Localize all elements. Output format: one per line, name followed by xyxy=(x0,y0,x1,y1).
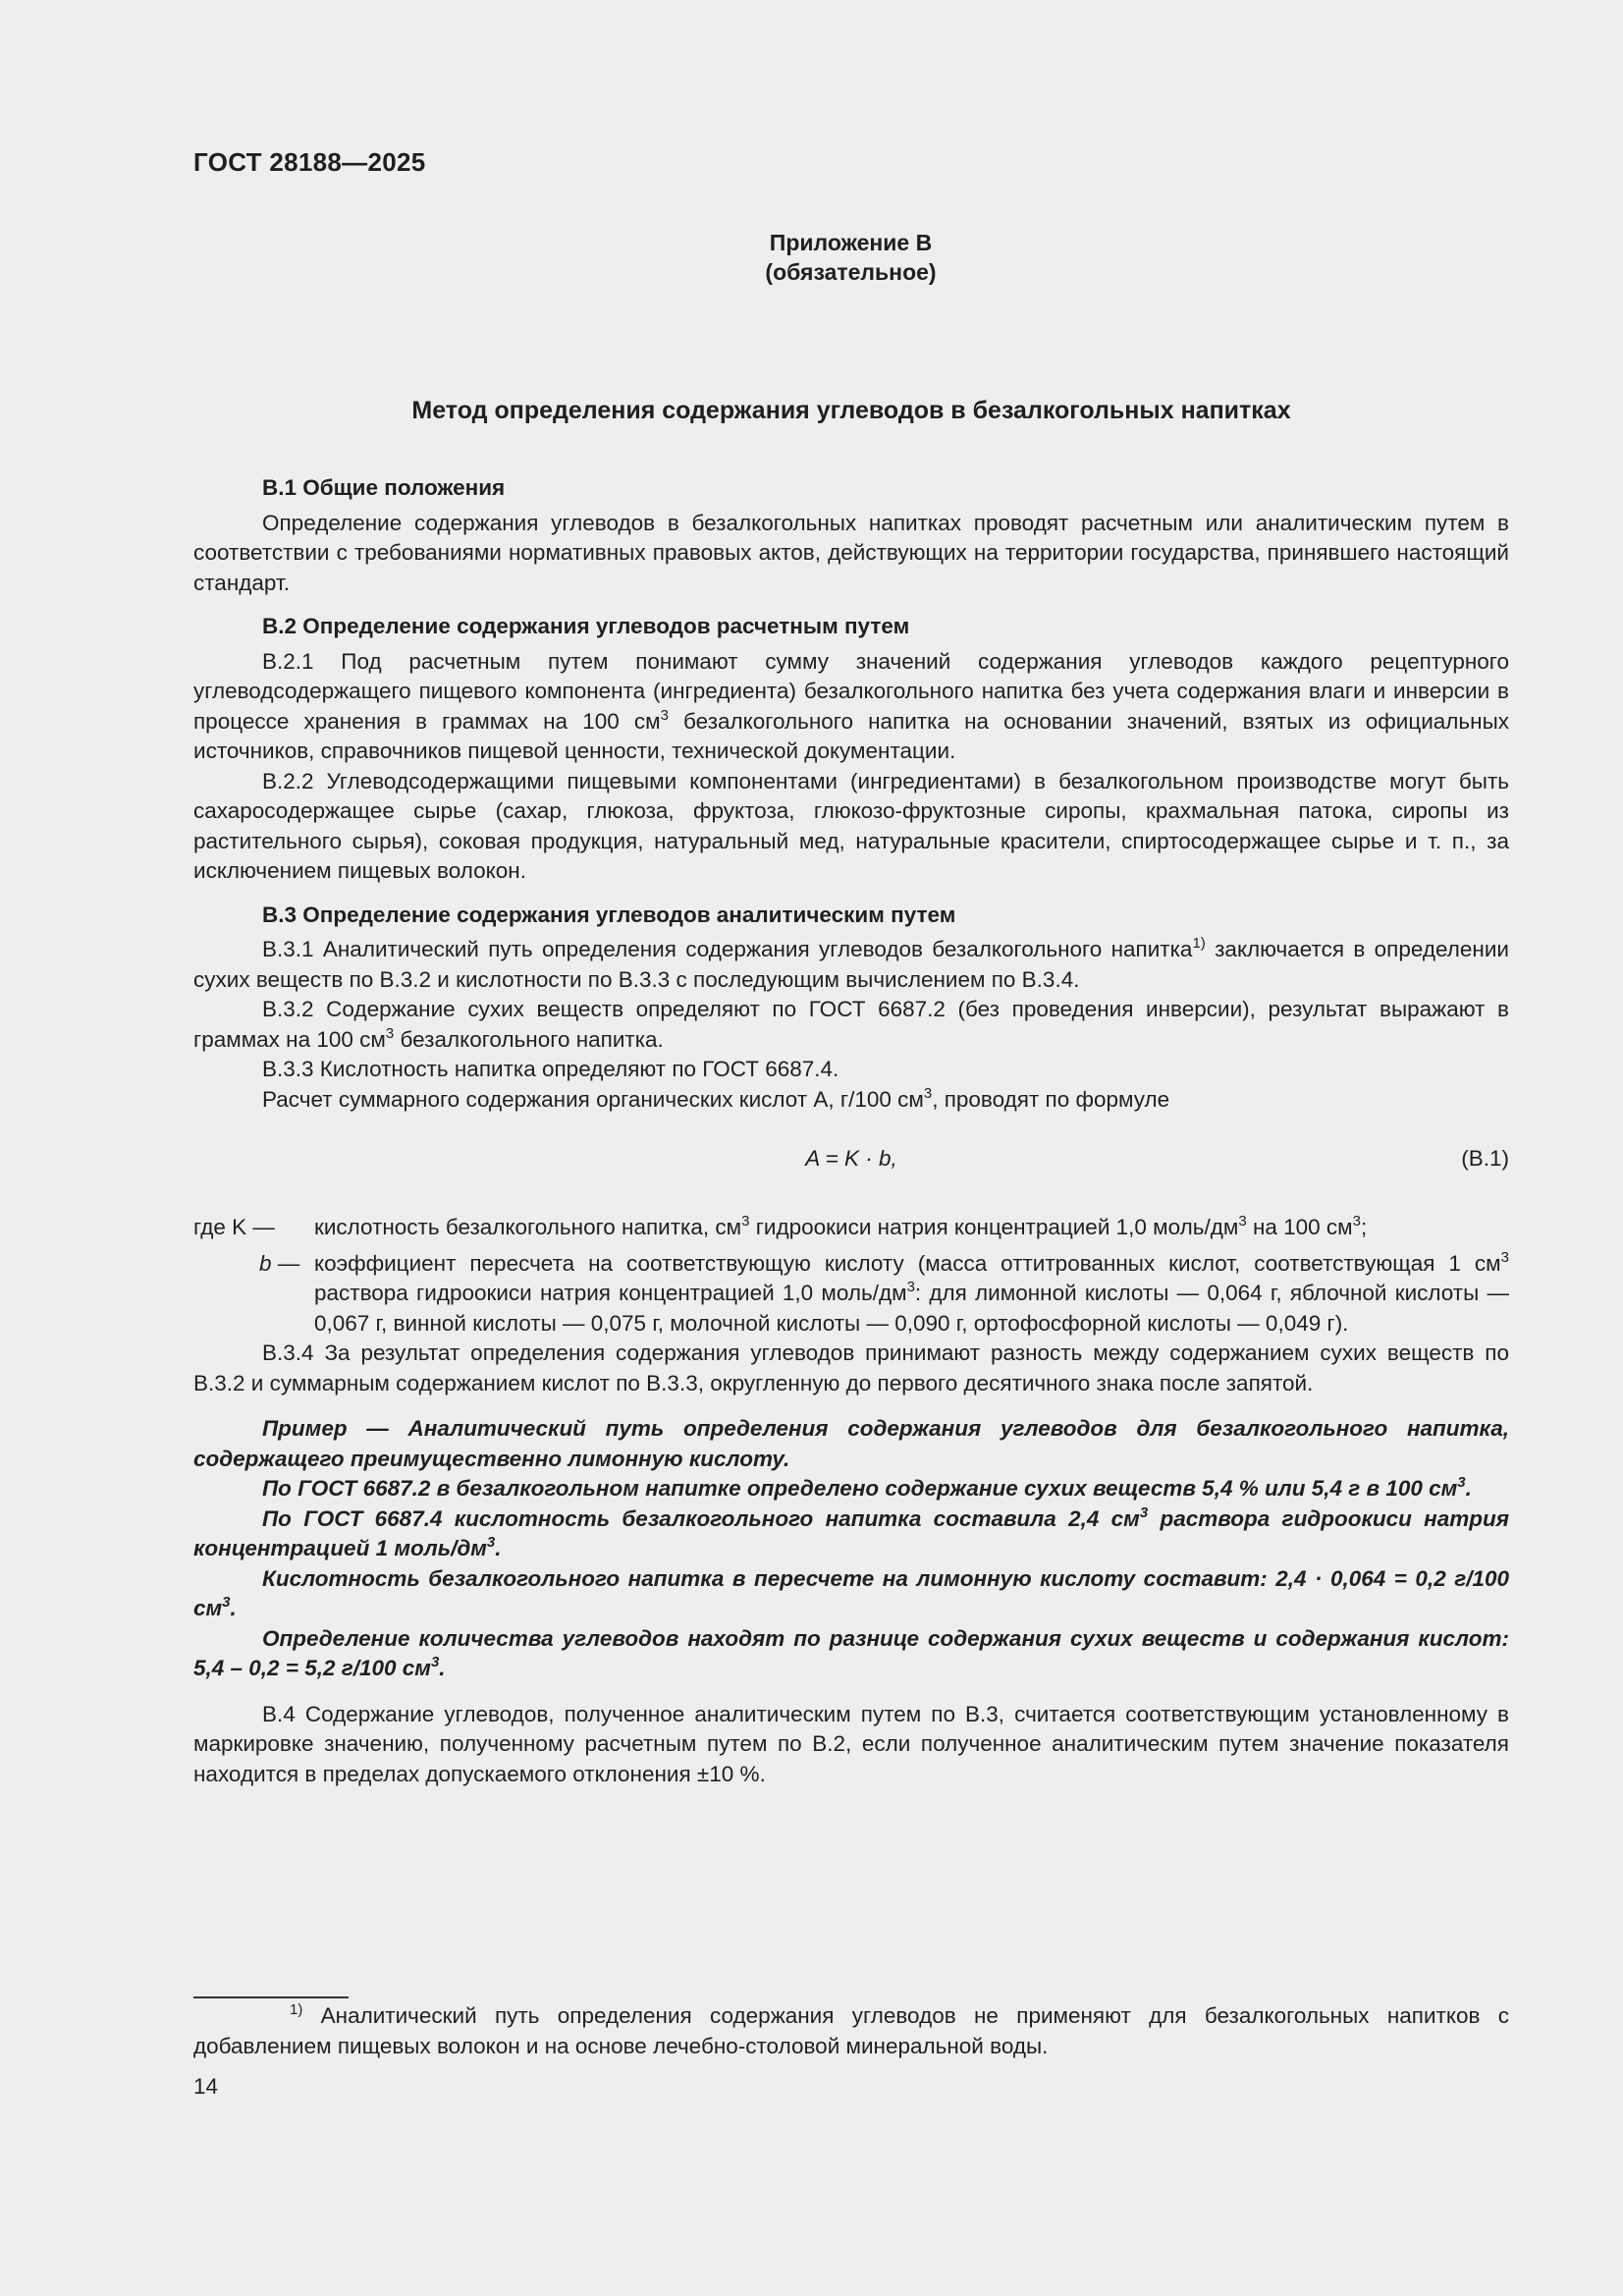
formula-number: (В.1) xyxy=(1461,1146,1509,1171)
annex-body xyxy=(193,473,1509,1789)
footnote-reference: 1) xyxy=(1192,935,1206,952)
section-b1-text: Определение содержания углеводов в безалкогольных напитках проводят расчетным или аналитическим путем в соответствии с требованиями нормативных правовых актов, действующих на территории государства, принявшего настоящий стандарт. xyxy=(193,510,1509,595)
paragraph-b2-2: В.2.2 Углеводсодержащими пищевыми компонентами (ингредиентами) в безалкогольном производстве могут быть сахаросодержащее сырье (сахар, глюкоза, фруктоза, глюкозо-фруктозные сиропы, крахмальная патока, сиропы из растительного сырья), соковая продукция, натуральный мед, натуральные красители, спиртосодержащее сырье и т. п., за исключением пищевых волокон. xyxy=(193,768,1509,883)
paragraph-b3-formula-intro: Расчет суммарного содержания органических кислот А, г/100 $см^3$, проводят по формуле xyxy=(262,1084,1170,1112)
main-title: Метод определения содержания углеводов в безалкогольных напитках xyxy=(411,397,1291,424)
section-b3-heading: В.3 Определение содержания углеводов аналитическим путем xyxy=(262,902,956,927)
paragraph-b2-1: В.2.1 Под расчетным путем понимают сумму значений содержания углеводов каждого рецептурного углеводсодержащего пищевого компонента (ингредиента) безалкогольного напитка без учета содержания влаги и инверсии в процессе хранения в граммах на 100 $см^3$ безалкогольного напитка на основании значений, взятых из официальных источников, справочников пищевой ценности, технической документации. xyxy=(193,648,1509,763)
paragraph-b4: В.4 Содержание углеводов, полученное аналитическим путем по В.3, считается соответствующим установленному в маркировке значению, полученному расчетным путем по В.2, если полученное аналитическим путем значение показателя находится в пределах допускаемого отклонения ±10 %. xyxy=(193,1701,1509,1786)
annex-title: Приложение В xyxy=(769,230,933,255)
annex-heading xyxy=(0,228,1623,287)
example-block xyxy=(193,1414,1509,1684)
formula: A = K · b, xyxy=(805,1146,897,1171)
footnote-mark: 1) xyxy=(290,2001,303,2018)
paragraph-b3-2: В.3.2 Содержание сухих веществ определяют по ГОСТ 6687.2 (без проведения инверсии), результат выражают в граммах на 100 $см^3$ безалкогольного напитка. xyxy=(193,997,1509,1052)
section-b2-heading: В.2 Определение содержания углеводов расчетным путем xyxy=(262,614,910,638)
legend-k-symbol: где K — xyxy=(193,1215,275,1239)
paragraph-b3-4: В.3.4 За результат определения содержания углеводов принимают разность между содержанием сухих веществ по В.3.2 и суммарным содержанием кислот по В.3.3, округленную до первого десятичного знака после запятой. xyxy=(193,1340,1509,1395)
legend-b: b — коэффициент пересчета на соответствующую кислоту (масса оттитрованных кислот, соответствующая 1 $см^3$ раствора гидроокиси натрия концентрацией 1,0 моль/$дм^3$: для лимонной кислоты — 0,064 г, яблочной кислоты — 0,067 г, винной кислоты — 0,075 г, молочной кислоты — 0,090 г, ортофосфорной кислоты — 0,049 г). xyxy=(259,1248,1509,1336)
example-line-5: Определение количества углеводов находят по разнице содержания сухих веществ и содержания кислот: 5,4 – 0,2 = 5,2 г/100 $см^3$. xyxy=(193,1625,1509,1680)
example-line-1: Пример — Аналитический путь определения содержания углеводов для безалкогольного напитка, содержащего преимущественно лимонную кислоту. xyxy=(193,1416,1509,1471)
annex-status: (обязательное) xyxy=(765,259,937,285)
paragraph-b3-3: В.3.3 Кислотность напитка определяют по ГОСТ 6687.4. xyxy=(262,1057,839,1081)
standard-code: ГОСТ 28188—2025 xyxy=(193,147,426,177)
legend-k: где K — кислотность безалкогольного напитка, $см^3$ гидроокиси натрия концентрацией 1,0 моль/$дм^3$ на 100 $см^3$; xyxy=(193,1213,1509,1243)
example-line-2: По ГОСТ 6687.2 в безалкогольном напитке определено содержание сухих веществ 5,4 % или 5,4 г в 100 $см^3$. xyxy=(262,1474,1472,1501)
page-number: 14 xyxy=(193,2074,219,2099)
section-b1-heading: В.1 Общие положения xyxy=(262,475,506,500)
footnote: $^{1)}$ Аналитический путь определения содержания углеводов не применяют для безалкогольных напитков с добавлением пищевых волокон и на основе лечебно-столовой минеральной воды. xyxy=(193,2001,1509,2058)
legend-b-symbol: b — xyxy=(259,1250,300,1276)
example-line-3: По ГОСТ 6687.4 кислотность безалкогольного напитка составила 2,4 $см^3$ раствора гидроокиси натрия концентрацией 1 моль/$дм^3$. xyxy=(193,1503,1509,1560)
example-line-4: Кислотность безалкогольного напитка в пересчете на лимонную кислоту составит: 2,4 · 0,064 = 0,2 г/100 $см^3$. xyxy=(193,1565,1509,1620)
footnote-divider xyxy=(193,1996,349,1998)
paragraph-b3-1: В.3.1 Аналитический путь определения содержания углеводов безалкогольного напитка$^{1)}$ заключается в определении сухих веществ по В.3.2 и кислотности по В.3.3 с последующим вычислением по В.3.4. xyxy=(193,935,1509,992)
formula-row xyxy=(193,1144,1509,1174)
